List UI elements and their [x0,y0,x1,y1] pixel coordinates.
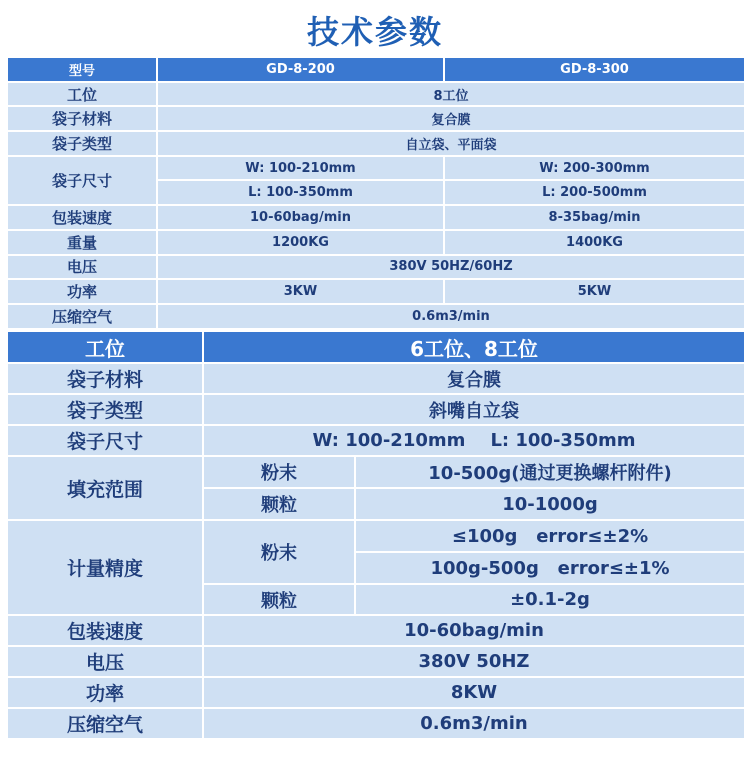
row-label: 填充范围 [8,457,202,519]
table-row [8,332,744,362]
row-value: 380V 50HZ/60HZ [158,256,744,279]
row-label: 功率 [8,280,156,303]
table-row [8,280,744,303]
row-value: 10-60bag/min [158,206,443,229]
row-label: 电压 [8,647,202,676]
table-row [8,231,744,254]
sub-label: 粉末 [204,521,354,583]
header-value: 6工位、8工位 [204,332,744,362]
table-row [8,206,744,229]
row-label: 包装速度 [8,616,202,645]
table-row [8,647,744,676]
row-label: 电压 [8,256,156,279]
table-row [8,58,744,81]
header-label: 工位 [8,332,202,362]
header-model-1: GD-8-200 [158,58,443,81]
sub-label: 颗粒 [204,489,354,519]
row-value: W: 100-210mm L: 100-350mm [204,426,744,455]
row-label: 工位 [8,83,156,106]
table-row [8,616,744,645]
row-value: 10-500g(通过更换螺杆附件) [356,457,744,487]
row-label: 计量精度 [8,521,202,614]
row-value: 1200KG [158,231,443,254]
spec-table-general [6,330,746,740]
table-row [8,678,744,707]
row-label: 袋子材料 [8,107,156,130]
row-value: 自立袋、平面袋 [158,132,744,155]
row-label: 重量 [8,231,156,254]
table-row [8,709,744,738]
table-row [8,83,744,106]
row-value: 0.6m3/min [204,709,744,738]
table-row [8,521,744,551]
row-label: 包装速度 [8,206,156,229]
row-value: 10-60bag/min [204,616,744,645]
sub-label: 粉末 [204,457,354,487]
page-title: 技术参数 [306,13,443,51]
row-value: ±0.1-2g [356,585,744,614]
row-value: 8工位 [158,83,744,106]
row-value: L: 200-500mm [445,181,744,204]
table-row [8,132,744,155]
spec-table-models [6,56,746,330]
sub-label: 颗粒 [204,585,354,614]
row-label: 袋子类型 [8,395,202,424]
table-row [8,305,744,328]
row-value: 380V 50HZ [204,647,744,676]
table-row [8,457,744,487]
row-value: 3KW [158,280,443,303]
row-label: 压缩空气 [8,709,202,738]
row-value: 8KW [204,678,744,707]
row-label: 袋子尺寸 [8,157,156,204]
table-row [8,157,744,180]
table-row [8,364,744,393]
row-value: 斜嘴自立袋 [204,395,744,424]
row-value: 0.6m3/min [158,305,744,328]
row-value: 8-35bag/min [445,206,744,229]
header-label: 型号 [8,58,156,81]
row-value: L: 100-350mm [158,181,443,204]
row-label: 袋子材料 [8,364,202,393]
row-label: 袋子尺寸 [8,426,202,455]
row-value: 10-1000g [356,489,744,519]
table-row [8,107,744,130]
row-value: W: 100-210mm [158,157,443,180]
row-label: 袋子类型 [8,132,156,155]
row-label: 压缩空气 [8,305,156,328]
row-value: 复合膜 [204,364,744,393]
row-value: W: 200-300mm [445,157,744,180]
table-row [8,395,744,424]
header-model-2: GD-8-300 [445,58,744,81]
row-label: 功率 [8,678,202,707]
row-value: 复合膜 [158,107,744,130]
row-value: 5KW [445,280,744,303]
row-value: 1400KG [445,231,744,254]
table-row [8,256,744,279]
table-row [8,426,744,455]
row-value: ≤100g error≤±2% [356,521,744,551]
row-value: 100g-500g error≤±1% [356,553,744,583]
